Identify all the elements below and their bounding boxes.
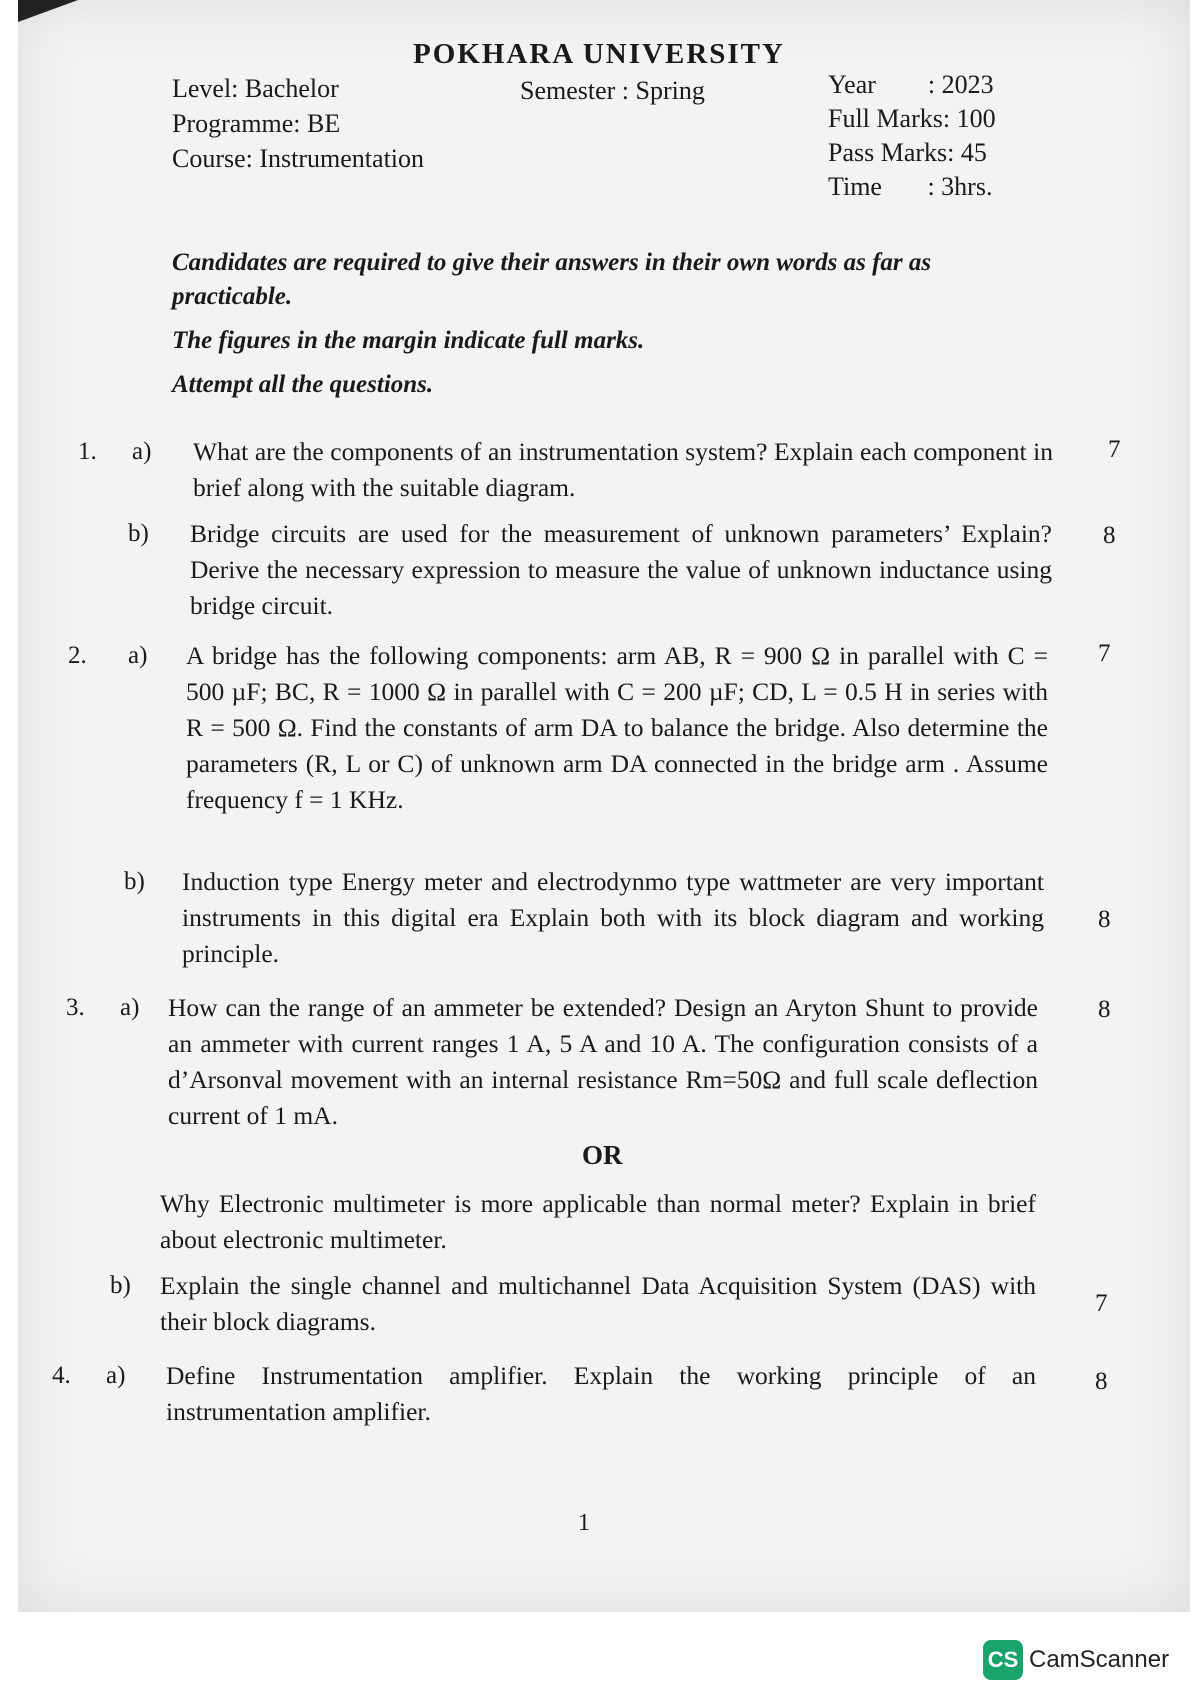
question-number: 2. [68, 642, 87, 669]
instruction-attempt-all: Attempt all the questions. [172, 371, 434, 398]
question-text: Induction type Energy meter and electrodynmo type wattmeter are very important instruments in this digital era Explain both with its block diagram and working principle. [182, 867, 1044, 968]
question-text: What are the components of an instrumentation system? Explain each component in brief along with the suitable diagram. [193, 437, 1053, 502]
camscanner-label: CamScanner [1029, 1646, 1170, 1673]
question-part-label: b) [124, 868, 145, 895]
university-name: POKHARA UNIVERSITY [413, 38, 785, 70]
year: Year : 2023 [828, 70, 994, 99]
question-marks: 7 [1095, 1290, 1108, 1317]
question-part-label: a) [106, 1362, 126, 1389]
instruction-margin-marks: The figures in the margin indicate full marks. [172, 327, 645, 354]
question-text: Bridge circuits are used for the measurement of unknown parameters’ Explain? Derive the necessary expression to measure the value of unknown inductance using bridge circuit. [190, 519, 1052, 620]
question-marks: 8 [1095, 1368, 1108, 1395]
question-number: 1. [78, 438, 97, 465]
course: Course: Instrumentation [172, 144, 425, 173]
question-marks: 8 [1103, 522, 1116, 549]
full-marks: Full Marks: 100 [828, 104, 996, 133]
question-text: A bridge has the following components: arm AB, R = 900 Ω in parallel with C = 500 µF; BC, R = 1000 Ω in parallel with C = 200 µF; CD, L = 0.5 H in series with R = 500 Ω. Find the constants of arm DA to balance the bridge. Also determine the parameters (R, L or C) of unknown arm DA connected in the bridge arm . Assume frequency f = 1 KHz. [186, 641, 1048, 814]
question-marks: 7 [1108, 436, 1121, 463]
instruction-own-words: Candidates are required to give their answers in their own words as far as practicable. [172, 249, 932, 310]
camscanner-watermark [983, 1640, 1169, 1680]
question-text: Define Instrumentation amplifier. Explain the working principle of an instrumentation amplifier. [166, 1361, 1036, 1426]
question-part-label: b) [128, 520, 149, 547]
question-number: 3. [66, 994, 85, 1021]
question-number: 4. [52, 1362, 71, 1389]
question-text-alternative: Why Electronic multimeter is more applicable than normal meter? Explain in brief about electronic multimeter. [160, 1189, 1036, 1254]
question-part-label: a) [128, 642, 148, 669]
time: Time : 3hrs. [828, 172, 993, 201]
programme: Programme: BE [172, 109, 341, 138]
camscanner-logo-icon: CS [983, 1640, 1023, 1680]
page-number: 1 [578, 1510, 590, 1536]
question-part-label: a) [120, 994, 140, 1021]
page-corner-shadow [18, 0, 78, 22]
or-separator: OR [582, 1140, 623, 1170]
pass-marks: Pass Marks: 45 [828, 138, 987, 167]
level: Level: Bachelor [172, 74, 339, 103]
question-text: How can the range of an ammeter be extended? Design an Aryton Shunt to provide an ammeter with current ranges 1 A, 5 A and 10 A. The configuration consists of a d’Arsonval movement with an internal resistance Rm=50Ω and full scale deflection current of 1 mA. [168, 993, 1038, 1130]
question-part-label: b) [110, 1272, 131, 1299]
question-part-label: a) [132, 438, 152, 465]
question-marks: 8 [1098, 996, 1111, 1023]
question-marks: 7 [1098, 640, 1111, 667]
question-text: Explain the single channel and multichannel Data Acquisition System (DAS) with their block diagrams. [160, 1271, 1036, 1336]
question-marks: 8 [1098, 906, 1111, 933]
semester: Semester : Spring [520, 76, 705, 105]
